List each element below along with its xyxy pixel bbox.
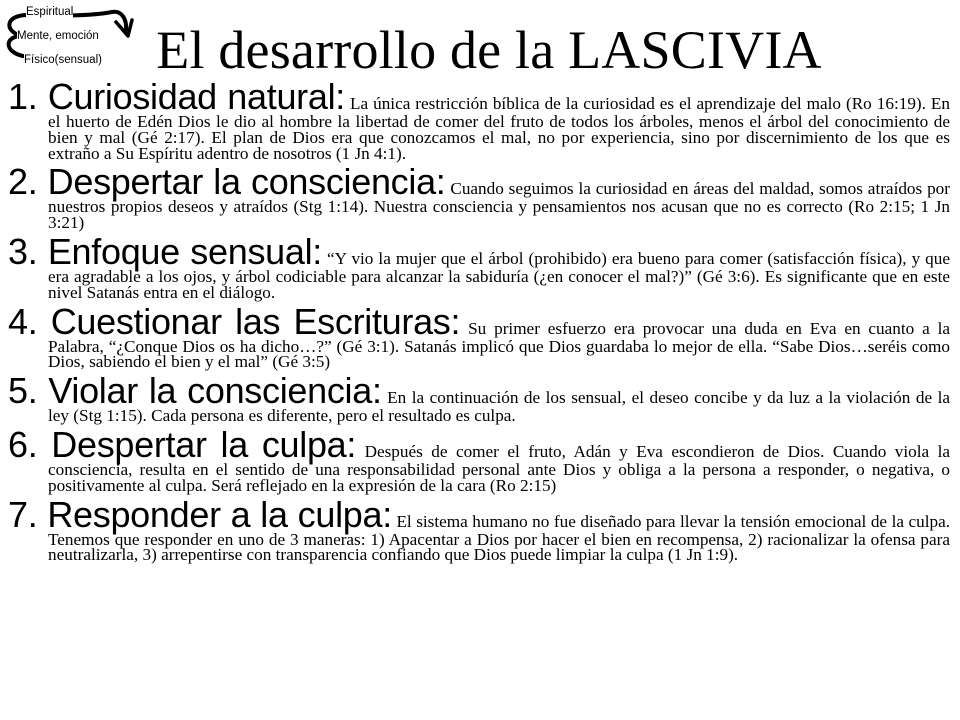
- slide-title: El desarrollo de la LASCIVIA: [156, 20, 822, 80]
- point-6: [8, 423, 951, 495]
- point-5: [8, 370, 950, 426]
- point-heading: 6. Despertar la culpa:: [8, 423, 357, 465]
- point-heading: 7. Responder a la culpa:: [8, 493, 392, 535]
- point-3: [8, 230, 950, 302]
- point-heading: 4. Cuestionar las Escrituras:: [8, 300, 461, 342]
- point-heading: 1. Curiosidad natural:: [8, 76, 345, 117]
- point-body: El sistema humano no fue diseñado para llevar la tensión emocional de la culpa. Tenemos que responder en uno de 3 maneras: 1) Apacentar a Dios por hacer el bien en recompensa, 2) racionalizar la ofensa para neutralizarla, 3) arrepentirse con transparencia confiando que Dios puede limpiar la culpa (1 Jn 1:9).: [48, 511, 950, 565]
- point-body: “Y vio la mujer que el árbol (prohibido) era bueno para comer (satisfacción física), y que era agradable a los ojos, y árbol codiciable para alcanzar la sabiduría (¿en conocer el mal?)” (Gé 3:6). Es significante que en este nivel Satanás entra en el diálogo.: [48, 248, 950, 302]
- point-7: [8, 493, 950, 565]
- point-body: Su primer esfuerzo era provocar una duda en Eva en cuanto a la Palabra, “¿Conque Dios os ha dicho…?” (Gé 3:1). Satanás implicó que Dios guardaba lo mejor de ella. “Sabe Dios…seréis como Dios, sabiendo el bien y el mal” (Gé 3:5): [48, 318, 950, 372]
- point-1: [8, 76, 951, 163]
- point-body: La única restricción bíblica de la curiosidad es el aprendizaje del malo (Ro 16:19). En el huerto de Edén Dios le dio al hombre la libertad de comer del fruto de todos los árboles, menos el árbol del conocimiento de bien y mal (Gé 2:17). El plan de Dios era que conozcamos el mal, no por experiencia, sino por discernimiento de los que es extraño a Su Espíritu adentro de nosotros (1 Jn 4:1).: [48, 94, 951, 163]
- level-mind-emotion: Mente, emoción: [17, 30, 99, 42]
- point-heading: 2. Despertar la consciencia:: [8, 161, 446, 203]
- level-spiritual: Espiritual: [26, 6, 74, 18]
- point-heading: 3. Enfoque sensual:: [8, 230, 322, 272]
- level-physical: Físico(sensual): [24, 54, 102, 66]
- point-body: Cuando seguimos la curiosidad en áreas del maldad, somos atraídos por nuestros propios deseos y atraídos (Stg 1:14). Nuestra consciencia y pensamientos nos acusan que no es correcto (Ro 2:15; 1 Jn 3:21): [48, 179, 950, 233]
- points-list: [8, 76, 951, 565]
- point-body: En la continuación de los sensual, el deseo concibe y da luz a la violación de la ley (Stg 1:15). Cada persona es diferente, pero el resultado es culpa.: [48, 388, 950, 426]
- point-2: [8, 161, 950, 233]
- point-4: [8, 300, 950, 372]
- point-body: Después de comer el fruto, Adán y Eva escondieron de Dios. Cuando viola la consciencia, resulta en el sentido de una responsabilidad personal ante Dios y obliga a la persona a responder, o negativa, o positivamente al culpa. Será reflejado en la expresión de la cara (Ro 2:15): [48, 441, 951, 495]
- point-heading: 5. Violar la consciencia:: [8, 370, 382, 412]
